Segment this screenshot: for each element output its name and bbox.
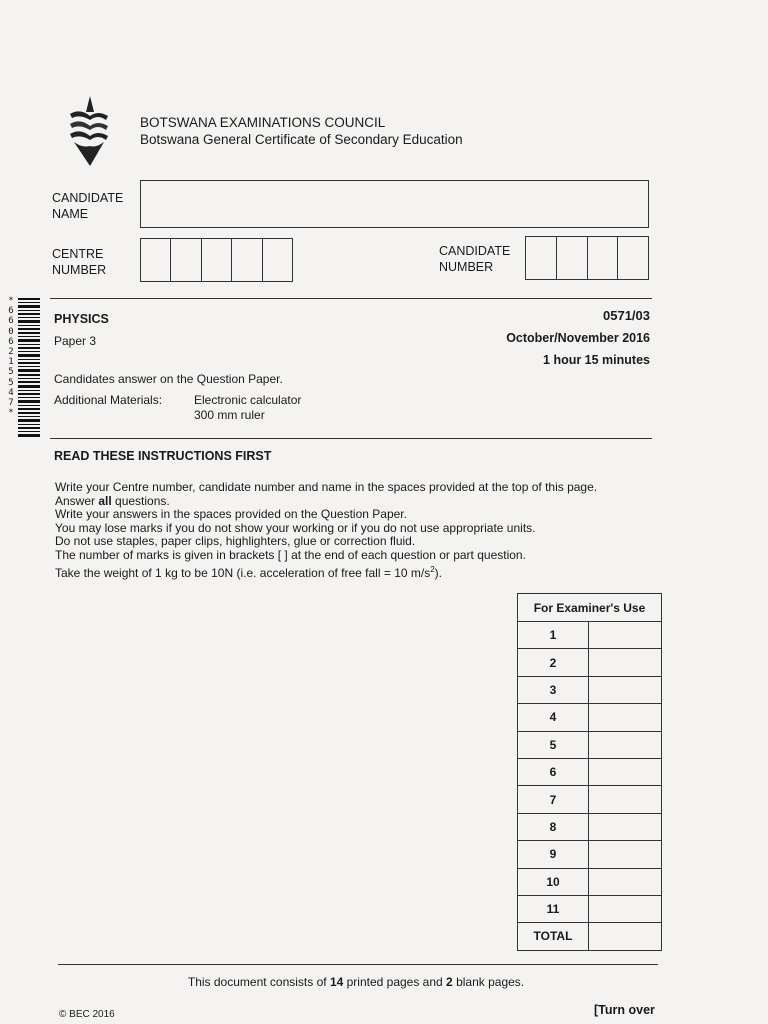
candidate-number-label: CANDIDATE NUMBER xyxy=(439,244,511,274)
examiner-row xyxy=(518,868,662,895)
instruction-line: You may lose marks if you do not show your working or if you do not use appropriate units. xyxy=(55,520,536,535)
examiner-row xyxy=(518,758,662,785)
centre-number-cell[interactable] xyxy=(263,239,292,281)
instructions-body xyxy=(55,481,655,580)
instruction-line: Do not use staples, paper clips, highlighters, glue or correction fluid. xyxy=(55,534,416,549)
examiner-use-table xyxy=(517,593,662,951)
instructions-heading: READ THESE INSTRUCTIONS FIRST xyxy=(54,449,272,463)
qualification-name: Botswana General Certificate of Secondary Education xyxy=(140,132,463,147)
centre-number-cell[interactable] xyxy=(232,239,262,281)
examiner-row xyxy=(518,649,662,676)
examiner-row xyxy=(518,704,662,731)
divider-middle xyxy=(50,438,652,439)
centre-number-label: CENTRE NUMBER xyxy=(52,247,107,277)
subject-title: PHYSICS xyxy=(54,312,109,326)
question-number: 4 xyxy=(518,704,589,731)
material-item: 300 mm ruler xyxy=(194,408,265,422)
examiner-table-heading: For Examiner's Use xyxy=(518,594,662,622)
exam-session: October/November 2016 xyxy=(506,331,650,345)
divider-footer xyxy=(58,964,658,965)
mark-cell[interactable] xyxy=(589,758,662,785)
mark-cell[interactable] xyxy=(589,649,662,676)
candidate-number-cell[interactable] xyxy=(618,237,648,279)
org-name: BOTSWANA EXAMINATIONS COUNCIL xyxy=(140,115,386,130)
question-number: 1 xyxy=(518,622,589,649)
question-number: 8 xyxy=(518,813,589,840)
examiner-row xyxy=(518,813,662,840)
mark-cell[interactable] xyxy=(589,786,662,813)
instruction-line: Answer all questions. xyxy=(55,493,170,508)
org-header xyxy=(140,114,463,148)
candidate-name-field[interactable] xyxy=(140,180,649,228)
question-number: 7 xyxy=(518,786,589,813)
exam-duration: 1 hour 15 minutes xyxy=(543,353,650,367)
examiner-row xyxy=(518,731,662,758)
mark-cell[interactable] xyxy=(589,676,662,703)
materials-label: Additional Materials: xyxy=(54,393,163,407)
question-number: 5 xyxy=(518,731,589,758)
candidate-number-cell[interactable] xyxy=(557,237,588,279)
mark-cell[interactable] xyxy=(589,895,662,922)
question-number: 11 xyxy=(518,895,589,922)
divider-top xyxy=(50,298,652,299)
candidate-number-field[interactable] xyxy=(525,236,649,280)
instruction-line: Write your Centre number, candidate number and name in the spaces provided at the top of this page. xyxy=(55,480,598,494)
instruction-line: The number of marks is given in brackets [ ] at the end of each question or part question. xyxy=(55,547,526,562)
instruction-line: Take the weight of 1 kg to be 10N (i.e. acceleration of free fall = 10 $m/s^2$). xyxy=(55,564,443,580)
copyright: © BEC 2016 xyxy=(59,1009,115,1020)
centre-number-cell[interactable] xyxy=(141,239,171,281)
question-number: 9 xyxy=(518,841,589,868)
paper-number: Paper 3 xyxy=(54,334,97,348)
examiner-row xyxy=(518,786,662,813)
barcode-bars-icon xyxy=(18,296,40,440)
question-number: 2 xyxy=(518,649,589,676)
barcode xyxy=(6,296,40,440)
total-label: TOTAL xyxy=(518,923,589,950)
candidate-number-cell[interactable] xyxy=(526,237,557,279)
exam-code: 0571/03 xyxy=(603,308,650,323)
question-number: 3 xyxy=(518,676,589,703)
barcode-number: * 6 6 0 6 2 1 5 5 4 7 * xyxy=(8,296,14,419)
materials-list xyxy=(194,393,301,423)
turn-over-note: [Turn over xyxy=(594,1003,655,1017)
bec-crest-icon xyxy=(66,94,112,168)
centre-number-field[interactable] xyxy=(140,238,293,282)
examiner-row xyxy=(518,676,662,703)
answer-note: Candidates answer on the Question Paper. xyxy=(54,372,283,386)
examiner-row xyxy=(518,841,662,868)
mark-cell[interactable] xyxy=(589,813,662,840)
examiner-row xyxy=(518,622,662,649)
question-number: 6 xyxy=(518,758,589,785)
mark-cell[interactable] xyxy=(589,622,662,649)
question-number: 10 xyxy=(518,868,589,895)
mark-cell[interactable] xyxy=(589,731,662,758)
candidate-name-label: CANDIDATE NAME xyxy=(52,191,124,221)
mark-cell[interactable] xyxy=(589,704,662,731)
material-item: Electronic calculator xyxy=(194,393,302,407)
mark-cell[interactable] xyxy=(589,868,662,895)
centre-number-cell[interactable] xyxy=(171,239,201,281)
candidate-number-cell[interactable] xyxy=(588,237,619,279)
mark-cell[interactable] xyxy=(589,841,662,868)
examiner-row xyxy=(518,895,662,922)
page-count-note: This document consists of 14 printed pages and 2 blank pages. xyxy=(187,975,525,989)
total-mark-cell[interactable] xyxy=(589,923,662,950)
centre-number-cell[interactable] xyxy=(202,239,232,281)
instruction-line: Write your answers in the spaces provided on the Question Paper. xyxy=(55,507,407,522)
